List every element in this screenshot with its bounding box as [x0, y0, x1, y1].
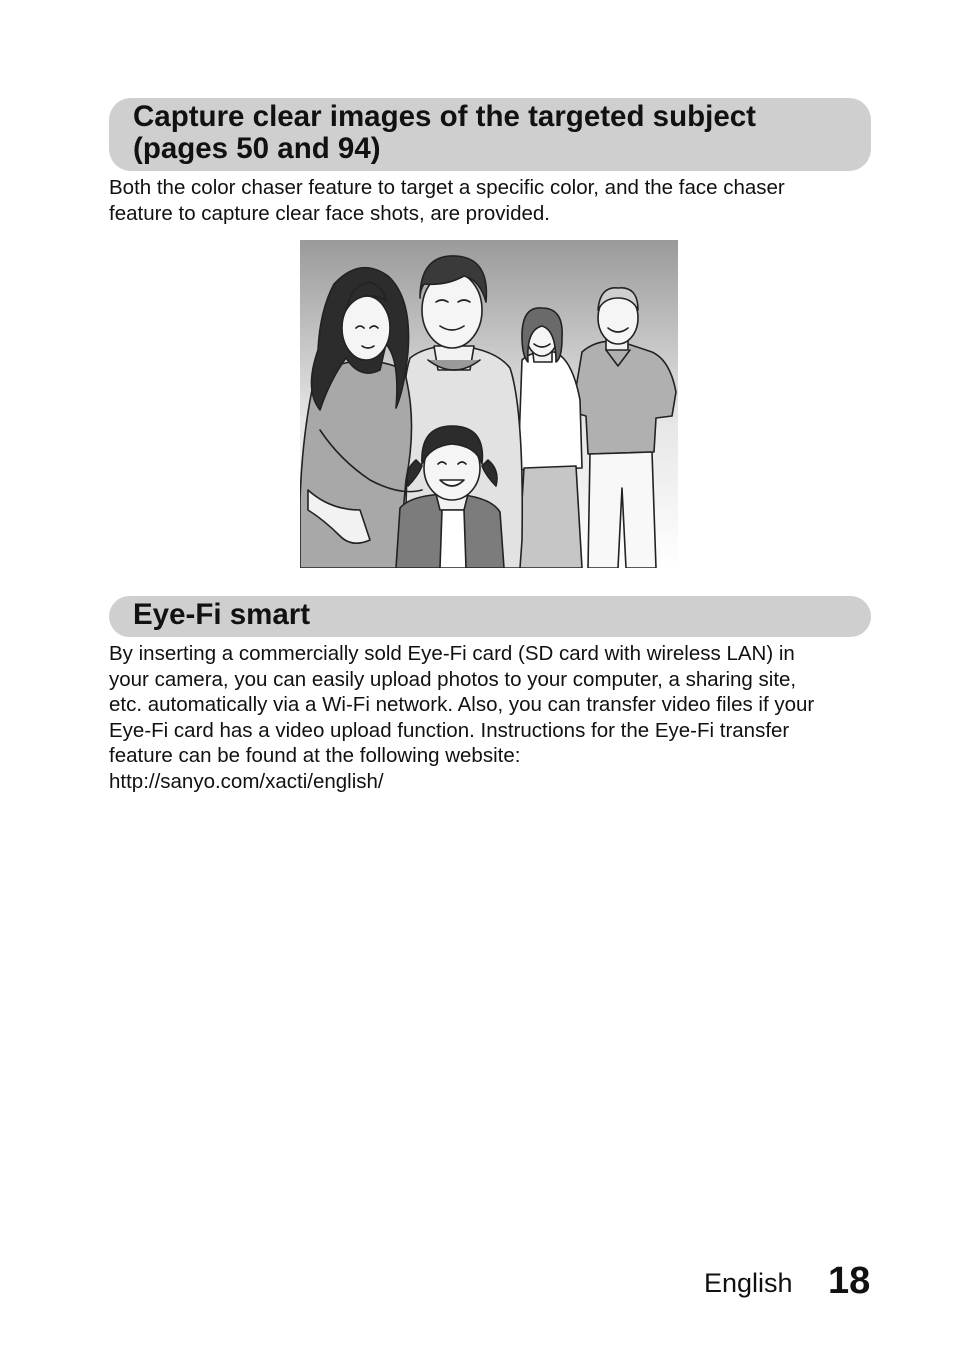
eye-fi-description: [109, 641, 879, 769]
text-line: By inserting a commercially sold Eye-Fi card (SD card with wireless LAN) in: [109, 642, 795, 665]
footer-language: English: [704, 1268, 793, 1298]
targeted-subject-description: [109, 175, 879, 226]
family-group-illustration: [300, 240, 678, 568]
text-line: etc. automatically via a Wi-Fi network. Also, you can transfer video files if your: [109, 693, 815, 716]
section-heading-eye-fi-smart: [109, 596, 871, 637]
text-line: feature to capture clear face shots, are provided.: [109, 201, 551, 225]
heading-line: (pages 50 and 94): [133, 132, 381, 165]
text-line: feature can be found at the following website:: [109, 744, 521, 767]
text-line: Eye-Fi card has a video upload function. Instructions for the Eye-Fi transfer: [109, 718, 790, 742]
heading-line: Eye-Fi smart: [133, 598, 311, 631]
text-line: Both the color chaser feature to target a specific color, and the face chaser: [109, 176, 785, 199]
heading-line: Capture clear images of the targeted subject: [133, 100, 756, 133]
eye-fi-website-link[interactable]: http://sanyo.com/xacti/english/: [109, 770, 384, 793]
section-heading-targeted-subject: [109, 98, 871, 171]
text-line: your camera, you can easily upload photos to your computer, a sharing site,: [109, 667, 797, 691]
page-number: 18: [828, 1260, 871, 1302]
